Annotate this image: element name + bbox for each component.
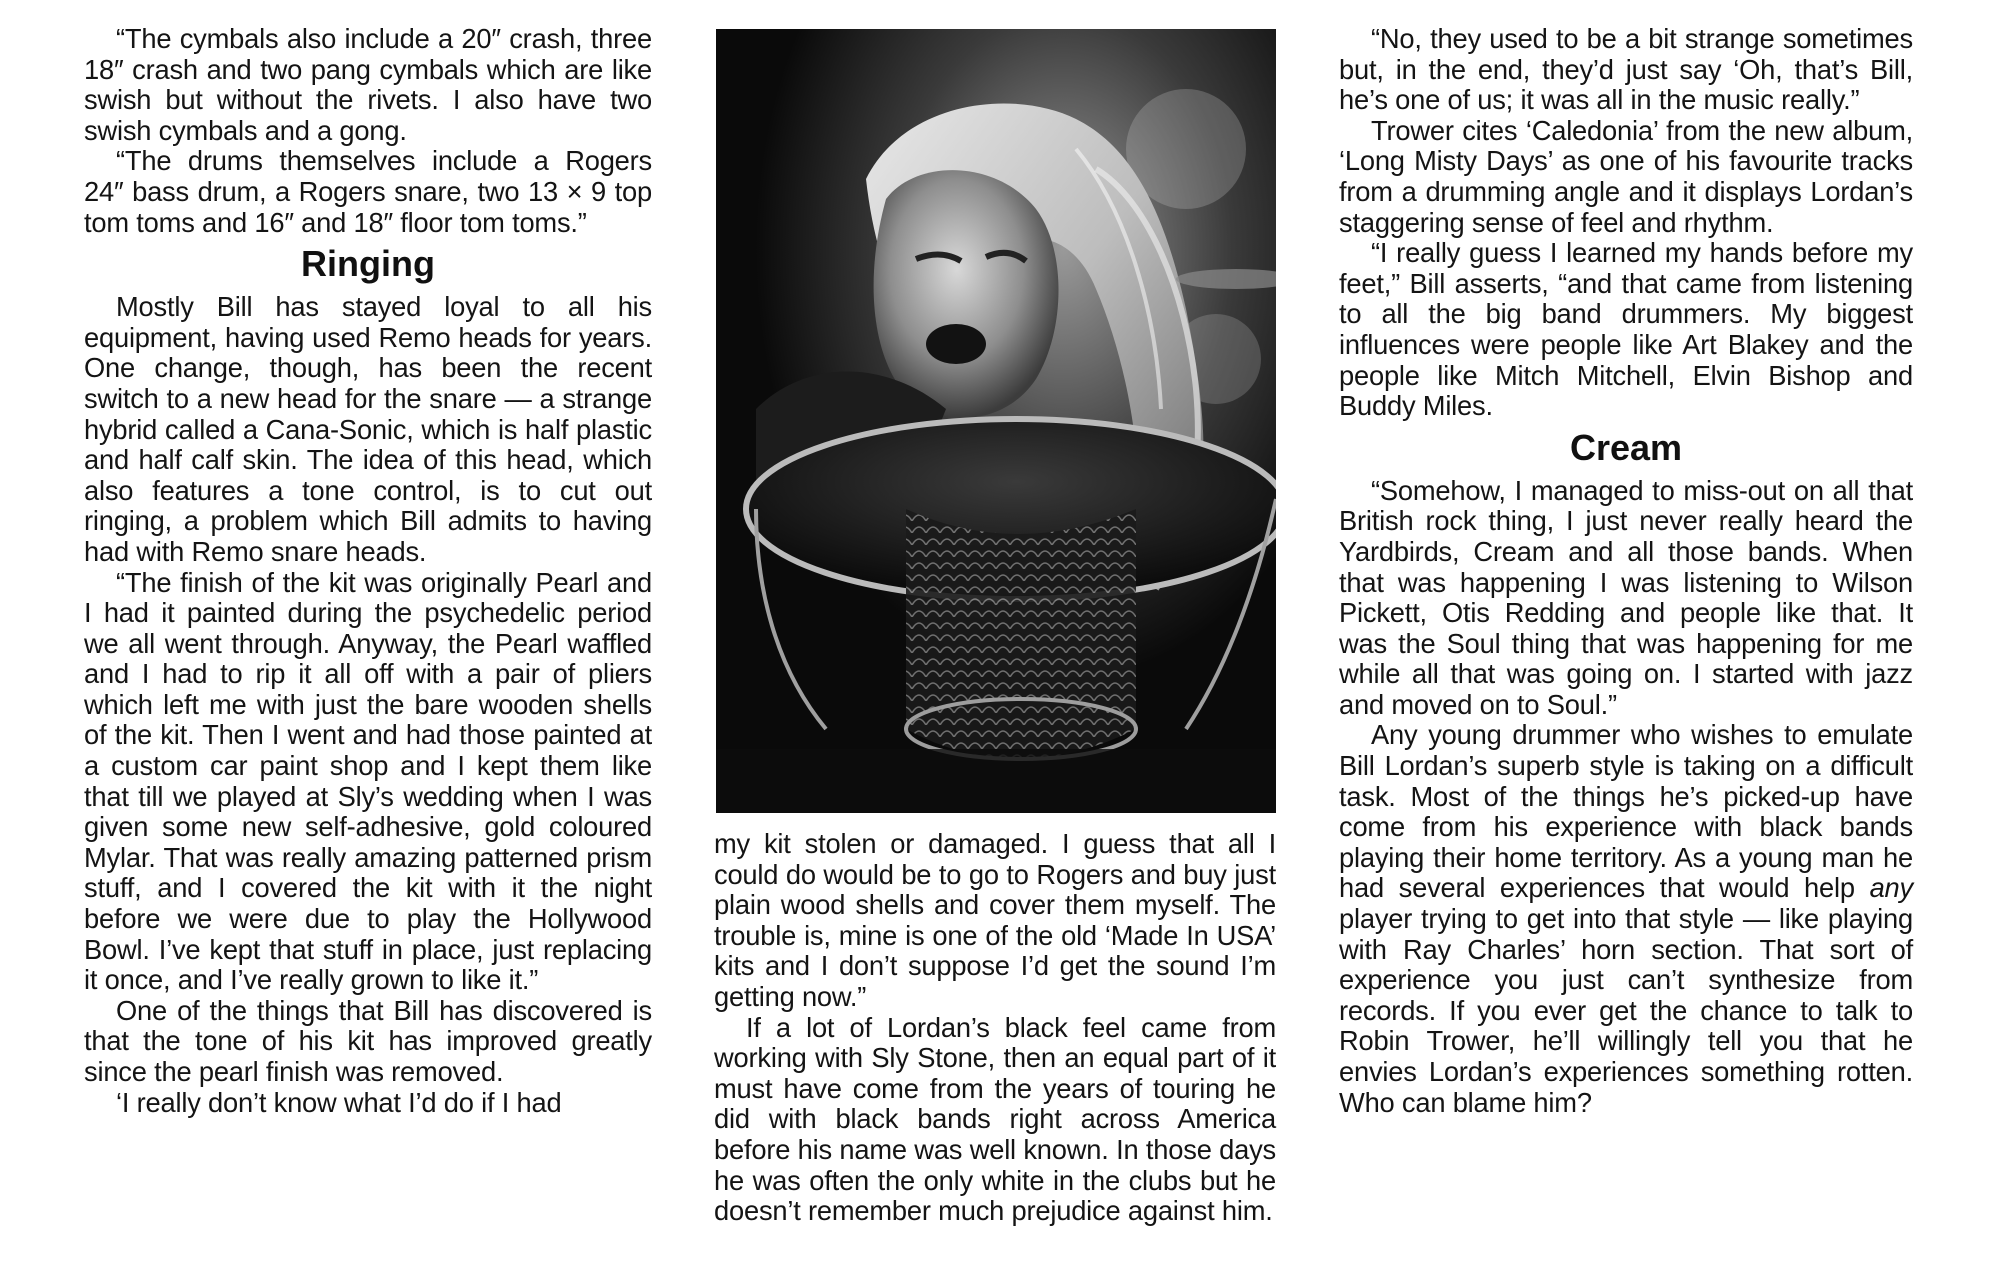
- body-paragraph: ‘I really don’t know what I’d do if I had: [116, 1086, 562, 1118]
- section-heading-cream: Cream: [1569, 426, 1683, 468]
- body-paragraph: “The cymbals also include a 20″ crash, three 18″ crash and two pang cymbals which are like swish but without the rivets. I also have two swish cymbals and a gong.: [84, 23, 652, 146]
- drummer-photo: [716, 29, 1276, 813]
- photo-illustration: [716, 29, 1276, 813]
- emphasis-text: any: [1869, 872, 1913, 904]
- body-paragraph: “The drums themselves include a Rogers 24″ bass drum, a Rogers snare, two 13 × 9 top tom toms and 16″ and 18″ floor tom toms.”: [84, 145, 652, 238]
- body-paragraph: “I really guess I learned my hands before my feet,” Bill asserts, “and that came from listening to all the big band drummers. My biggest influences were people like Art Blakey and the people like Mitch Mitchell, Elvin Bishop and Buddy Miles.: [1339, 237, 1913, 422]
- article-column-left: [84, 24, 652, 1118]
- body-paragraph: [1339, 720, 1913, 1118]
- body-paragraph: “The finish of the kit was originally Pearl and I had it painted during the psychedelic period we all went through. Anyway, the Pearl waffled and I had to rip it all off with a pair of pliers which left me with just the bare wooden shells of the kit. Then I went and had those painted at a custom car paint shop and I kept them like that till we played at Sly’s wedding when I was given some new self-adhesive, gold coloured Mylar. That was really amazing patterned prism stuff, and I covered the kit with it the night before we were due to play the Hollywood Bowl. I’ve kept that stuff in place, just replacing it once, and I’ve really grown to like it.”: [84, 566, 652, 996]
- section-heading-ringing: Ringing: [301, 243, 435, 285]
- body-paragraph: Mostly Bill has stayed loyal to all his equipment, having used Remo heads for years. One change, though, has been the recent switch to a new head for the snare — a strange hybrid called a Cana-Sonic, which is half plastic and half calf skin. The idea of this head, which also features a tone control, is to cut out ringing, a problem which Bill admits to having had with Remo snare heads.: [84, 291, 652, 567]
- body-paragraph: Trower cites ‘Caledonia’ from the new album, ‘Long Misty Days’ as one of his favourite tracks from a drumming angle and it displays Lordan’s staggering sense of feel and rhythm.: [1339, 114, 1913, 238]
- body-paragraph: “No, they used to be a bit strange sometimes but, in the end, they’d just say ‘Oh, that’s Bill, he’s one of us; it was all in the music really.”: [1339, 23, 1913, 116]
- body-paragraph: If a lot of Lordan’s black feel came from working with Sly Stone, then an equal part of it must have come from the years of touring he did with black bands right across America before his name was well known. In those days he was often the only white in the clubs but he doesn’t remember much prejudice against him.: [714, 1011, 1276, 1227]
- body-text: Any young drummer who wishes to emulate Bill Lordan’s superb style is taking on a difficult task. Most of the things he’s picked-up have come from his experience with black bands playing their home territory. As a young man he had several experiences that would help: [1339, 719, 1913, 904]
- body-paragraph: my kit stolen or damaged. I guess that all I could do would be to go to Rogers and buy just plain wood shells and cover them myself. The trouble is, mine is one of the old ‘Made In USA’ kits and I don’t suppose I’d get the sound I’m getting now.”: [714, 828, 1276, 1012]
- body-paragraph: One of the things that Bill has discovered is that the tone of his kit has improved greatly since the pearl finish was removed.: [84, 994, 652, 1087]
- body-paragraph: “Somehow, I managed to miss-out on all that British rock thing, I just never really heard the Yardbirds, Cream and all those bands. When that was happening I was listening to Wilson Pickett, Otis Redding and people like that. It was the Soul thing that was happening for me while all that was going on. I started with jazz and moved on to Soul.”: [1339, 474, 1913, 720]
- article-column-right: [1339, 24, 1913, 1118]
- body-text: player trying to get into that style — like playing with Ray Charles’ horn section. That sort of experience you just can’t synthesize from records. If you ever get the chance to talk to Robin Trower, he’ll willingly tell you that he envies Lordan’s experiences something rotten. Who can blame him?: [1339, 903, 1913, 1118]
- article-column-middle: [714, 829, 1276, 1227]
